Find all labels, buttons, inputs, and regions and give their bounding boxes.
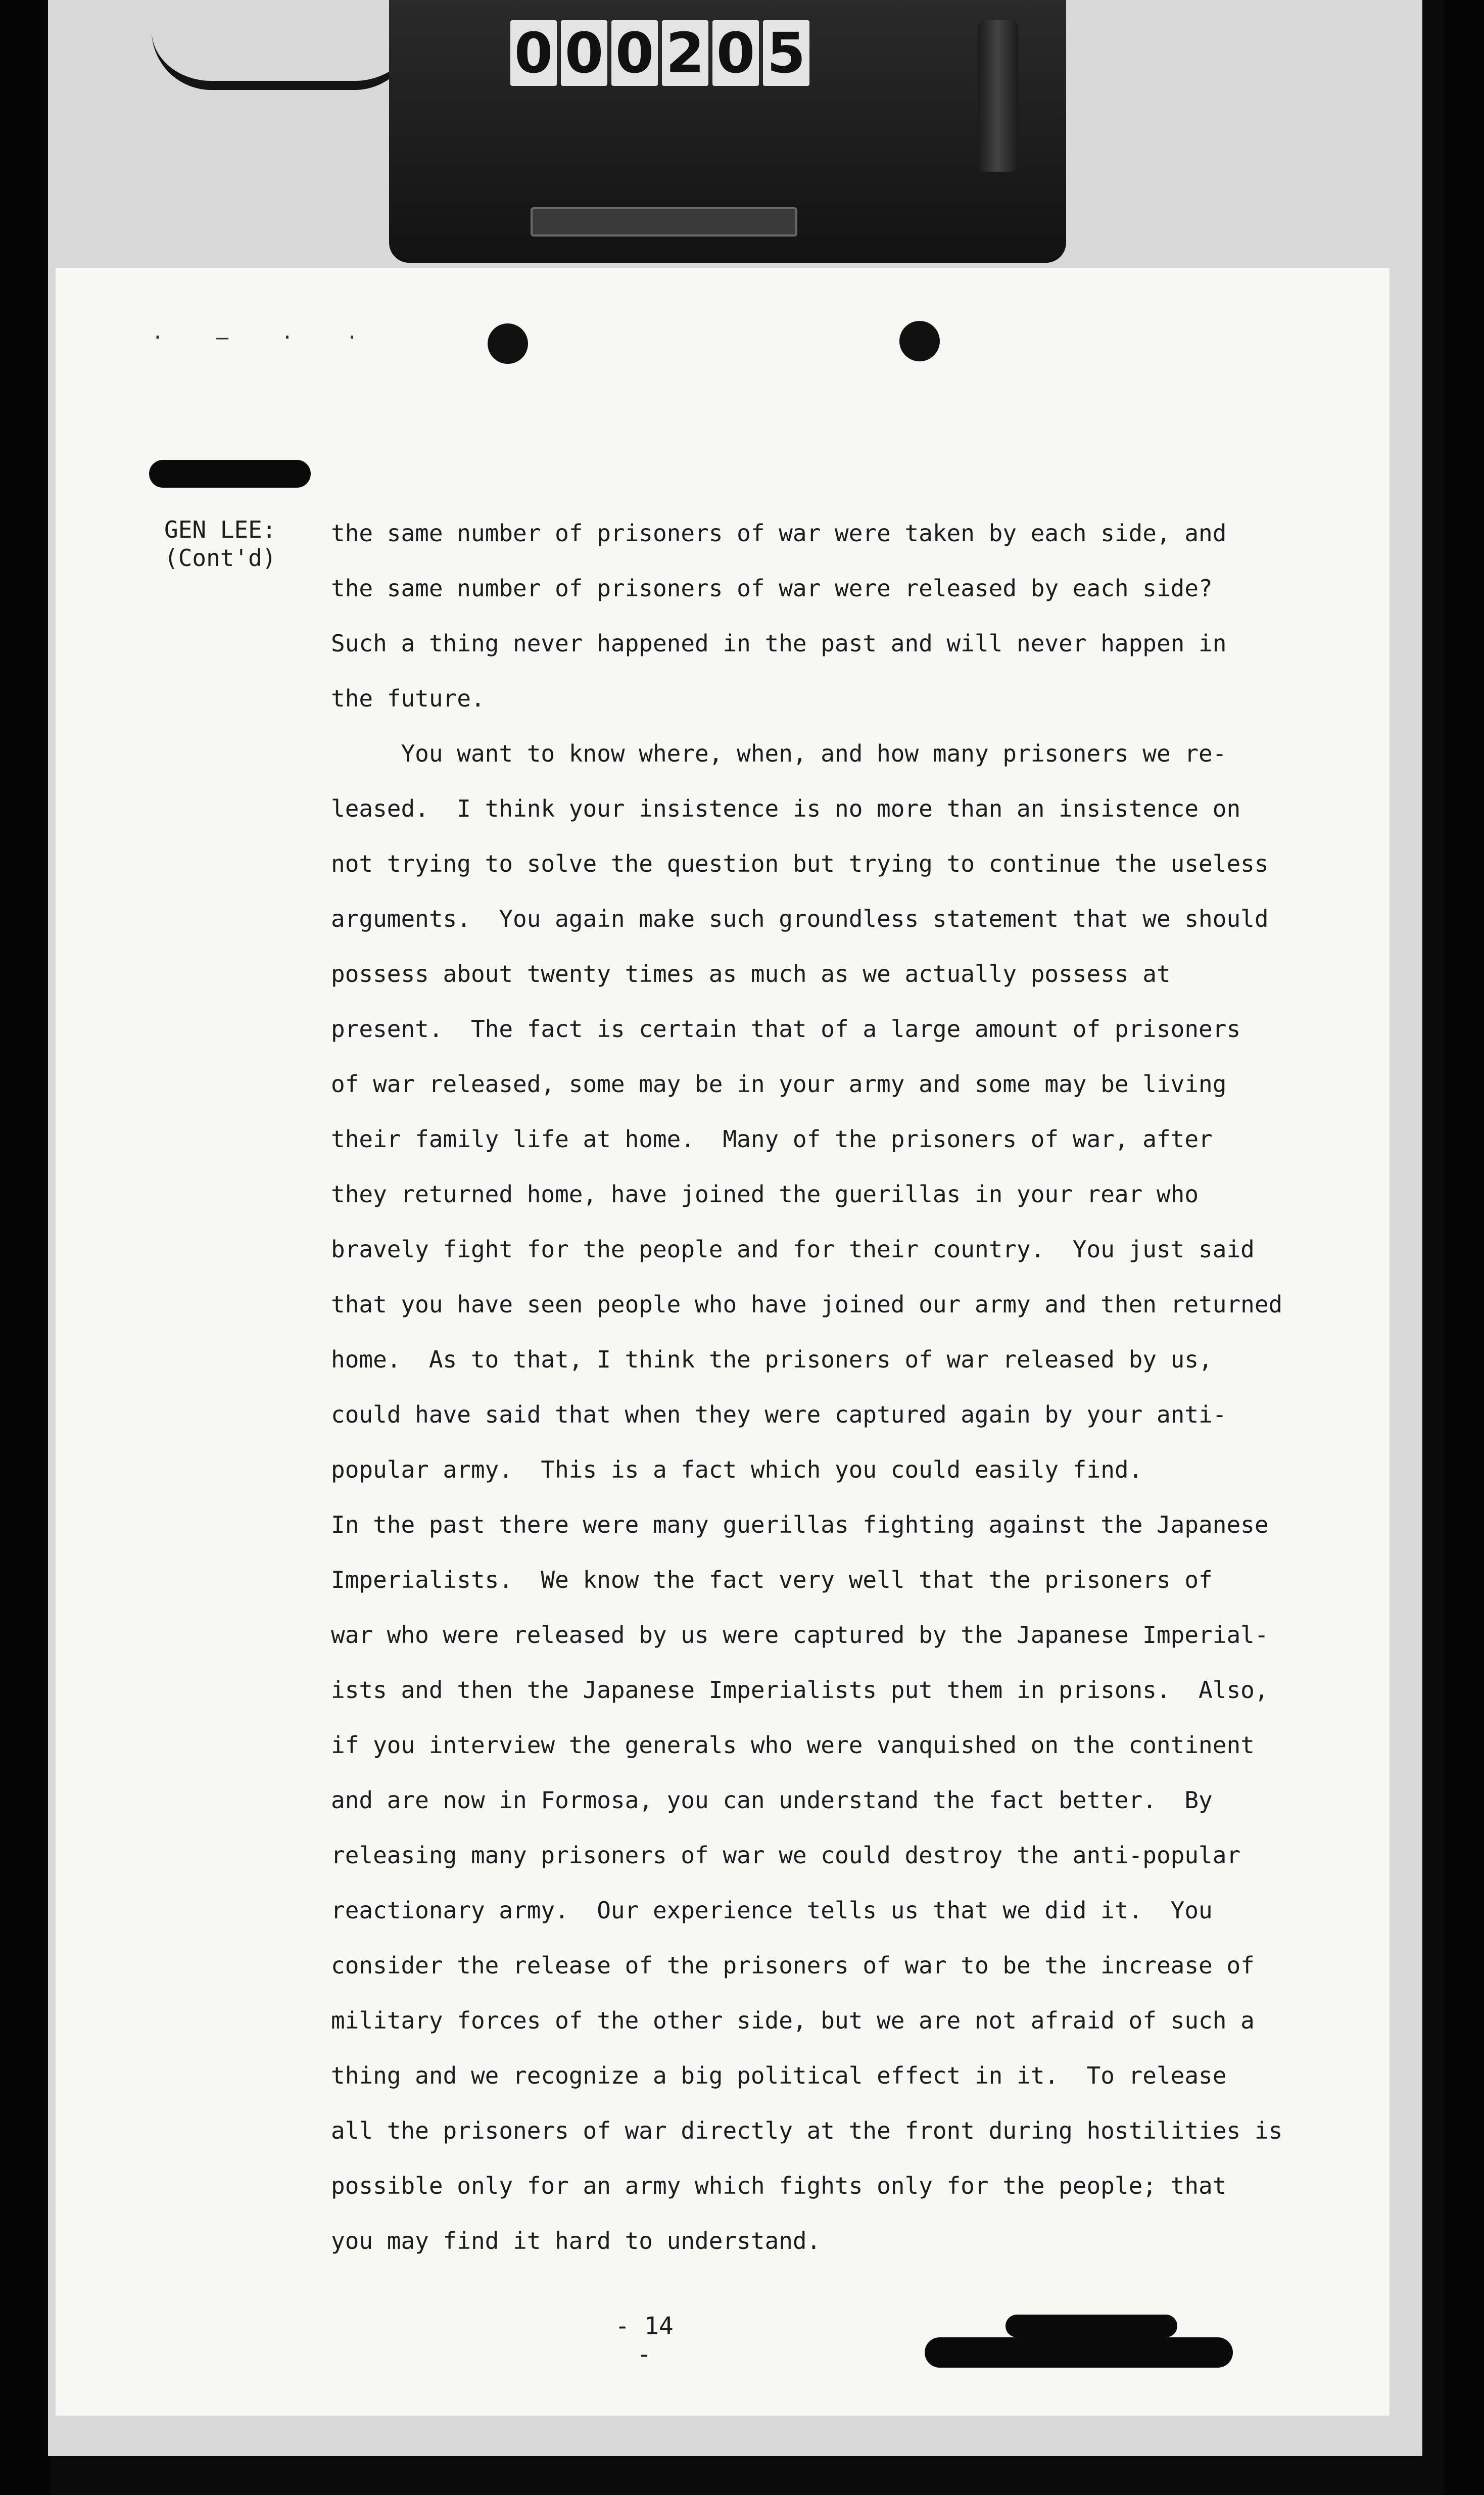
- text-line: thing and we recognize a big political effect in it. To release: [331, 2062, 1227, 2089]
- text-line: the same number of prisoners of war were taken by each side, and: [331, 520, 1227, 547]
- text-line: that you have seen people who have joined our army and then returned: [331, 1291, 1283, 1318]
- text-line: you may find it hard to understand.: [331, 2227, 821, 2254]
- text-line: ists and then the Japanese Imperialists put them in prisons. Also,: [331, 1676, 1269, 1704]
- text-line: popular army. This is a fact which you could easily find.: [331, 1456, 1143, 1483]
- text-line: consider the release of the prisoners of war to be the increase of: [331, 1952, 1255, 1979]
- transcript-body: [331, 518, 1301, 2281]
- counter-knob: [978, 20, 1018, 172]
- text-line: the future.: [331, 685, 485, 712]
- text-line: bravely fight for the people and for their country. You just said: [331, 1236, 1255, 1263]
- punch-hole-left: [488, 323, 528, 364]
- text-line: of war released, some may be in your army and some may be living: [331, 1070, 1227, 1098]
- counter-slot: [531, 207, 797, 237]
- text-line: if you interview the generals who were vanquished on the continent: [331, 1731, 1255, 1759]
- text-line: possible only for an army which fights only for the people; that: [331, 2172, 1227, 2199]
- paper-specks: · ‒ · ·: [152, 326, 378, 349]
- text-line: Imperialists. We know the fact very well that the prisoners of: [331, 1566, 1213, 1593]
- counter-digit: 5: [763, 20, 809, 86]
- counter-digit: 0: [712, 20, 759, 86]
- speaker-label: GEN LEE: (Cont'd): [164, 516, 276, 572]
- text-line: arguments. You again make such groundless statement that we should: [331, 905, 1269, 932]
- redaction-mark-bottom-wide: [925, 2337, 1233, 2368]
- text-line: Such a thing never happened in the past and will never happen in: [331, 630, 1227, 657]
- text-line: reactionary army. Our experience tells us that we did it. You: [331, 1897, 1213, 1924]
- text-line: their family life at home. Many of the prisoners of war, after: [331, 1125, 1213, 1153]
- text-line: they returned home, have joined the guerillas in your rear who: [331, 1181, 1199, 1208]
- text-line: possess about twenty times as much as we actually possess at: [331, 960, 1171, 987]
- text-line: present. The fact is certain that of a large amount of prisoners: [331, 1015, 1241, 1043]
- text-line: military forces of the other side, but we are not afraid of such a: [331, 2007, 1255, 2034]
- film-frame-left: [0, 0, 51, 2495]
- text-line: In the past there were many guerillas fighting against the Japanese: [331, 1511, 1269, 1538]
- counter-digit: 2: [662, 20, 708, 86]
- punch-hole-right: [899, 321, 940, 361]
- text-line: the same number of prisoners of war were released by each side?: [331, 575, 1213, 602]
- text-line: releasing many prisoners of war we could destroy the anti-popular: [331, 1842, 1241, 1869]
- text-line: and are now in Formosa, you can understand the fact better. By: [331, 1786, 1213, 1814]
- counter-digit: 0: [510, 20, 557, 86]
- counter-cable: [152, 30, 414, 90]
- text-line: leased. I think your insistence is no more than an insistence on: [331, 795, 1241, 822]
- text-line: home. As to that, I think the prisoners of war released by us,: [331, 1346, 1213, 1373]
- redaction-mark-bottom: [1006, 2315, 1177, 2337]
- redaction-mark-top: [149, 460, 311, 488]
- frame-counter-digits: [510, 20, 809, 86]
- text-line: all the prisoners of war directly at the front during hostilities is: [331, 2117, 1283, 2144]
- text-line: could have said that when they were captured again by your anti-: [331, 1401, 1227, 1428]
- text-line: You want to know where, when, and how many prisoners we re-: [331, 740, 1227, 767]
- text-line: war who were released by us were captured by the Japanese Imperial-: [331, 1621, 1269, 1649]
- text-line: not trying to solve the question but trying to continue the useless: [331, 850, 1269, 877]
- counter-digit: 0: [561, 20, 607, 86]
- film-frame-right: [1444, 0, 1484, 2495]
- counter-digit: 0: [611, 20, 658, 86]
- page-number: - 14 -: [615, 2312, 674, 2369]
